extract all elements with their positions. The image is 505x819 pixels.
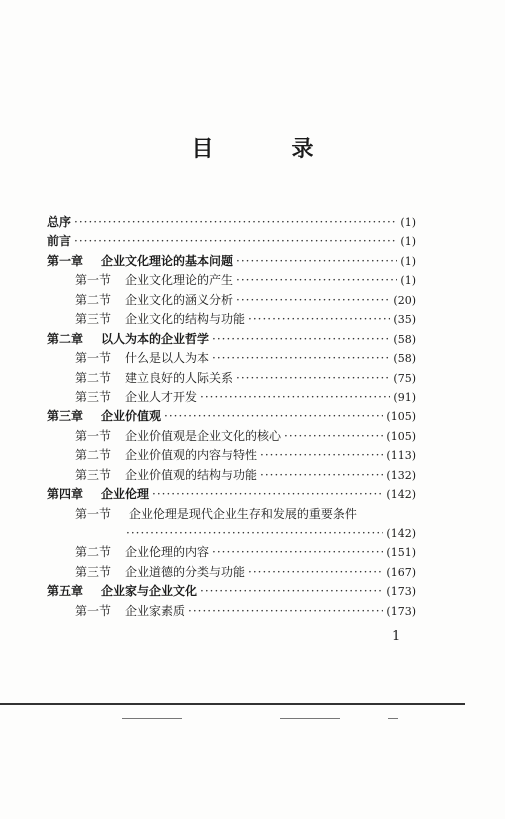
- toc-entry-number: 第一节: [75, 428, 112, 443]
- dot-leader: [284, 427, 383, 446]
- dot-leader: [248, 310, 390, 329]
- toc-entry-section[interactable]: [47, 388, 416, 407]
- toc-entry-section-wrapped[interactable]: [47, 505, 416, 524]
- toc-entry-section[interactable]: [47, 602, 416, 621]
- toc-entry-section[interactable]: [47, 349, 416, 368]
- dot-leader: [152, 485, 383, 504]
- toc-entry-number: 第二节: [75, 448, 112, 463]
- toc-entry-page: (1): [400, 254, 416, 268]
- scan-mark: [388, 718, 398, 719]
- dot-leader: [212, 330, 390, 349]
- toc-entry-page: (20): [393, 293, 416, 307]
- toc-entry-chapter-2[interactable]: [47, 330, 416, 349]
- toc-entry-page: (1): [400, 235, 416, 249]
- page-number: 1: [392, 629, 401, 644]
- dot-leader: [248, 563, 383, 582]
- toc-entry-title: 企业文化理论的基本问题: [101, 253, 234, 268]
- toc-entry-title: 前言: [47, 234, 72, 249]
- toc-entry-title: 企业人才开发: [125, 389, 198, 404]
- page-title: 目 录: [191, 136, 342, 162]
- dot-leader: [236, 369, 390, 388]
- toc-entry-chapter-3[interactable]: [47, 407, 416, 426]
- toc-entry-title: 什么是以人为本: [125, 351, 210, 366]
- toc-entry-number: 第一章: [47, 253, 84, 268]
- bottom-rule: [0, 703, 465, 705]
- toc-entry-number: 第一节: [75, 351, 112, 366]
- toc-entry-title: 企业文化理论的产生: [125, 273, 234, 288]
- dot-leader: [212, 349, 390, 368]
- toc-entry-title: 企业价值观: [101, 409, 162, 424]
- toc-entry-title: 企业价值观的内容与特性: [125, 448, 258, 463]
- toc-entry-title: 企业伦理: [101, 487, 150, 502]
- table-of-contents: [47, 213, 416, 621]
- toc-entry-page: (1): [400, 216, 416, 229]
- toc-entry-chapter-5[interactable]: [47, 582, 416, 601]
- toc-entry-page: (35): [393, 313, 416, 327]
- toc-entry-section[interactable]: [47, 427, 416, 446]
- toc-entry-section[interactable]: [47, 369, 416, 388]
- toc-entry-number: 第二节: [75, 545, 112, 560]
- toc-entry-number: 第四章: [47, 487, 84, 502]
- toc-entry-number: 第一节: [75, 273, 112, 288]
- scan-mark: [122, 718, 182, 719]
- toc-entry-title: 总序: [47, 215, 72, 229]
- toc-entry-section[interactable]: [47, 271, 416, 290]
- dot-leader: [200, 388, 390, 407]
- toc-entry-number: 第三节: [75, 389, 112, 404]
- toc-entry-page: (105): [386, 410, 416, 424]
- toc-entry-page: (173): [386, 585, 416, 599]
- toc-entry-page: (75): [393, 371, 416, 385]
- toc-entry-section[interactable]: [47, 563, 416, 582]
- dot-leader: [236, 271, 397, 290]
- dot-leader: [200, 582, 383, 601]
- toc-entry-title: 企业道德的分类与功能: [125, 564, 246, 579]
- toc-entry-chapter-4[interactable]: [47, 485, 416, 504]
- dot-leader: [164, 407, 383, 426]
- dot-leader: [236, 291, 390, 310]
- toc-entry-page: (58): [393, 352, 416, 366]
- toc-entry-number: 第五章: [47, 584, 84, 599]
- toc-entry-section[interactable]: [47, 310, 416, 329]
- toc-entry-page: (142): [386, 488, 416, 502]
- toc-entry-title: 企业价值观是企业文化的核心: [125, 428, 282, 443]
- toc-entry-title: 企业家与企业文化: [101, 584, 198, 599]
- toc-entry-preface-general[interactable]: [47, 213, 416, 232]
- toc-entry-page: (151): [386, 546, 416, 560]
- dot-leader: [236, 252, 397, 271]
- dot-leader: [260, 446, 383, 465]
- toc-entry-title: 企业家素质: [125, 603, 186, 618]
- toc-entry-section[interactable]: [47, 291, 416, 310]
- toc-entry-page: (58): [393, 332, 416, 346]
- dot-leader: [126, 524, 383, 543]
- toc-entry-page: (167): [386, 565, 416, 579]
- toc-entry-title: 建立良好的人际关系: [125, 370, 234, 385]
- toc-entry-section[interactable]: [47, 446, 416, 465]
- toc-entry-number: 第三节: [75, 564, 112, 579]
- scan-mark: [280, 718, 340, 719]
- dot-leader: [74, 213, 397, 232]
- toc-entry-number: 第二节: [75, 292, 112, 307]
- toc-entry-number: 第二章: [47, 331, 84, 346]
- toc-entry-page: (1): [400, 274, 416, 288]
- toc-entry-continuation[interactable]: [47, 524, 416, 543]
- toc-entry-page: (132): [386, 468, 416, 482]
- toc-entry-page: (142): [386, 527, 416, 540]
- toc-entry-foreword[interactable]: [47, 232, 416, 251]
- toc-entry-section[interactable]: [47, 466, 416, 485]
- toc-entry-title: 企业文化的结构与功能: [125, 312, 246, 327]
- toc-entry-section[interactable]: [47, 543, 416, 562]
- toc-entry-chapter-1[interactable]: [47, 252, 416, 271]
- dot-leader: [212, 543, 383, 562]
- toc-entry-number: 第二节: [75, 370, 112, 385]
- dot-leader: [74, 232, 397, 251]
- toc-entry-number: 第一节: [75, 506, 112, 521]
- toc-entry-title: 企业伦理是现代企业生存和发展的重要条件: [128, 506, 357, 521]
- dot-leader: [188, 602, 383, 621]
- toc-entry-number: 第三节: [75, 467, 112, 482]
- toc-entry-page: (91): [393, 390, 416, 404]
- toc-entry-title: 以人为本的企业哲学: [101, 331, 210, 346]
- toc-entry-page: (105): [386, 429, 416, 443]
- toc-entry-number: 第三节: [75, 312, 112, 327]
- toc-entry-page: (173): [386, 604, 416, 618]
- dot-leader: [260, 466, 383, 485]
- toc-entry-number: 第一节: [75, 603, 112, 618]
- toc-entry-title: 企业价值观的结构与功能: [125, 467, 258, 482]
- toc-entry-title: 企业伦理的内容: [125, 545, 210, 560]
- toc-entry-number: 第三章: [47, 409, 84, 424]
- toc-entry-title: 企业文化的涵义分析: [125, 292, 234, 307]
- toc-entry-page: (113): [386, 449, 416, 463]
